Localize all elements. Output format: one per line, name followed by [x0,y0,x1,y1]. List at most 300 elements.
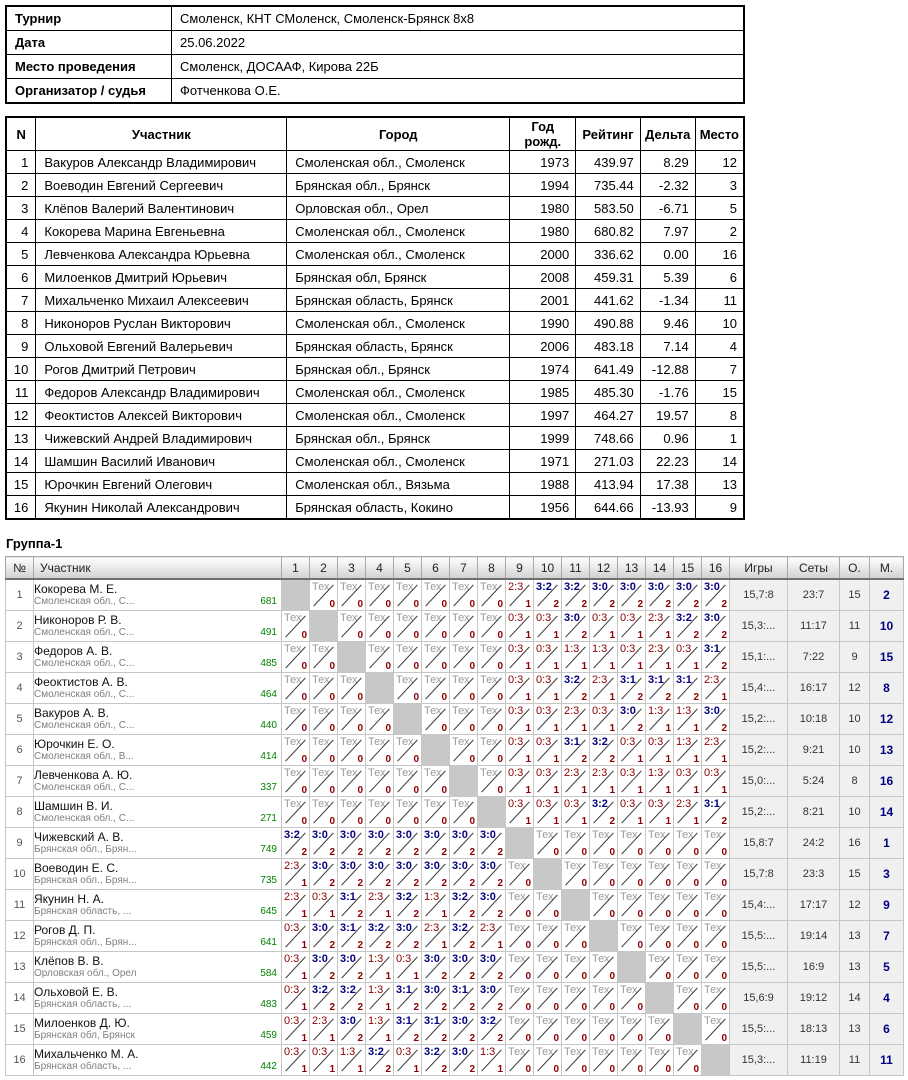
points-earned: 0 [413,754,419,765]
points-earned: 2 [581,692,587,703]
participant-name: Михальченко Михаил Алексеевич [36,289,287,312]
score-cell [450,890,478,921]
points-earned: 1 [329,909,335,920]
score-cell [562,797,590,828]
points-cell: 11 [840,1045,870,1076]
score-cell [366,828,394,859]
score-cell [702,642,730,673]
tech-label: Тех [676,891,694,903]
tech-cell [646,1014,674,1045]
tech-cell [478,673,506,704]
tech-cell [310,579,338,611]
score-value: 3:0 [340,1015,356,1027]
score-cell [674,735,702,766]
row-number: 9 [6,335,36,358]
tech-cell [366,735,394,766]
sets-cell: 18:13 [788,1014,840,1045]
score-cell [366,890,394,921]
participant-name: Левченкова Александра Юрьевна [36,243,287,266]
group-participant-cell [34,642,282,673]
tech-label: Тех [368,581,386,593]
points-earned: 2 [413,940,419,951]
participant-name: Чижевский Андрей Владимирович [36,427,287,450]
score-value: 3:0 [480,953,496,965]
participant-rating: 584 [260,968,277,979]
tech-cell [562,921,590,952]
tech-label: Тех [368,736,386,748]
birth-year: 1997 [510,404,576,427]
points-earned: 2 [497,1033,503,1044]
self-cell [366,673,394,704]
participant-name: Левченкова А. Ю. [34,768,133,782]
points-earned: 0 [693,847,699,858]
score-value: 3:2 [368,1046,384,1058]
tech-cell [506,859,534,890]
score-value: 3:0 [452,829,468,841]
participant-name: Феоктистов Алексей Викторович [36,404,287,427]
tech-label: Тех [312,643,330,655]
tech-cell [590,983,618,1014]
score-value: 0:3 [396,1046,412,1058]
points-earned: 2 [721,723,727,734]
points-earned: 1 [553,816,559,827]
points-earned: 1 [301,940,307,951]
score-value: 1:3 [340,1046,356,1058]
birth-year: 2006 [510,335,576,358]
tech-label: Тех [312,674,330,686]
points-earned: 0 [441,723,447,734]
points-earned: 2 [721,661,727,672]
tech-cell [702,983,730,1014]
points-earned: 0 [385,630,391,641]
score-cell [394,890,422,921]
tech-label: Тех [480,705,498,717]
tech-cell [702,952,730,983]
points-earned: 1 [693,816,699,827]
points-earned: 1 [385,1002,391,1013]
participant-rating: 641 [260,937,277,948]
info-row [6,79,744,104]
tech-cell [618,921,646,952]
tech-cell [394,642,422,673]
tech-label: Тех [396,643,414,655]
score-cell [562,735,590,766]
points-earned: 2 [609,599,615,610]
points-cell: 12 [840,673,870,704]
place-value: 15 [695,381,744,404]
points-earned: 0 [665,1064,671,1075]
points-earned: 0 [413,599,419,610]
points-earned: 2 [357,1033,363,1044]
points-earned: 1 [581,723,587,734]
rating-value: 464.27 [576,404,641,427]
tech-cell [646,1045,674,1076]
place-cell: 7 [870,921,904,952]
score-value: 3:0 [480,891,496,903]
points-earned: 2 [581,599,587,610]
tech-label: Тех [396,612,414,624]
score-value: 1:3 [424,891,440,903]
score-value: 2:3 [284,891,300,903]
score-value: 0:3 [508,736,524,748]
score-cell [506,579,534,611]
score-cell [310,859,338,890]
participant-name: Клёпов В. В. [34,954,104,968]
score-value: 3:0 [424,829,440,841]
tech-cell [534,828,562,859]
points-earned: 2 [637,599,643,610]
points-earned: 2 [637,692,643,703]
score-value: 3:0 [648,581,664,593]
participant-subline [34,875,281,887]
tech-label: Тех [424,705,442,717]
score-cell [674,797,702,828]
points-earned: 0 [553,909,559,920]
participant-city: Орловская обл., Орел [287,197,510,220]
score-value: 2:3 [592,674,608,686]
points-earned: 0 [497,630,503,641]
score-cell [618,673,646,704]
points-earned: 2 [385,940,391,951]
points-earned: 0 [497,661,503,672]
points-earned: 0 [637,878,643,889]
participant-name: Михальченко М. А. [34,1047,139,1061]
points-earned: 1 [581,661,587,672]
points-earned: 1 [441,940,447,951]
group-participant-cell [34,766,282,797]
points-cell: 13 [840,952,870,983]
points-earned: 0 [301,661,307,672]
participant-region: Смоленская обл., С... [34,720,135,731]
sets-cell: 9:21 [788,735,840,766]
tech-label: Тех [368,643,386,655]
tech-label: Тех [536,891,554,903]
points-earned: 0 [553,940,559,951]
score-value: 0:3 [648,736,664,748]
participant-name: Воеводин Евгений Сергеевич [36,174,287,197]
score-value: 3:1 [704,798,720,810]
score-value: 2:3 [648,643,664,655]
points-earned: 0 [693,1002,699,1013]
points-earned: 0 [497,785,503,796]
score-cell [450,952,478,983]
score-cell [338,828,366,859]
tech-cell [422,766,450,797]
score-value: 3:0 [396,829,412,841]
points-cell: 14 [840,983,870,1014]
points-cell: 13 [840,1014,870,1045]
row-number: 11 [6,381,36,404]
points-earned: 0 [385,816,391,827]
sets-cell: 24:2 [788,828,840,859]
self-cell [674,1014,702,1045]
score-cell [394,983,422,1014]
points-earned: 0 [721,847,727,858]
tech-cell [338,579,366,611]
group-row [6,673,904,704]
tech-label: Тех [284,674,302,686]
rating-value: 485.30 [576,381,641,404]
tech-cell [562,859,590,890]
score-cell [366,859,394,890]
points-earned: 0 [413,692,419,703]
points-earned: 2 [357,847,363,858]
score-value: 3:0 [704,705,720,717]
sets-cell: 17:17 [788,890,840,921]
score-value: 3:1 [452,984,468,996]
points-earned: 0 [525,1033,531,1044]
score-cell [646,704,674,735]
score-value: 3:0 [592,581,608,593]
birth-year: 1994 [510,174,576,197]
place-value: 4 [695,335,744,358]
participant-region: Брянская область, ... [34,1061,132,1072]
sets-cell: 11:17 [788,611,840,642]
points-earned: 0 [581,1033,587,1044]
tech-label: Тех [704,891,722,903]
points-earned: 0 [329,723,335,734]
score-value: 1:3 [564,643,580,655]
tech-cell [702,890,730,921]
score-cell [478,1014,506,1045]
tech-label: Тех [284,736,302,748]
tech-label: Тех [620,829,638,841]
tech-cell [422,797,450,828]
tech-cell [366,704,394,735]
points-earned: 1 [609,661,615,672]
tech-label: Тех [452,581,470,593]
tech-label: Тех [620,891,638,903]
score-cell [534,611,562,642]
tech-label: Тех [340,705,358,717]
points-earned: 1 [553,692,559,703]
participant-name: Ольховой Е. В. [34,985,118,999]
score-cell [450,921,478,952]
info-row [6,55,744,79]
points-earned: 2 [693,692,699,703]
birth-year: 2008 [510,266,576,289]
points-earned: 2 [441,1033,447,1044]
info-value: Смоленск, КНТ СМоленск, Смоленск-Брянск 8х8 [172,6,745,31]
points-earned: 2 [469,940,475,951]
score-cell [394,828,422,859]
points-earned: 1 [553,723,559,734]
tech-cell [338,766,366,797]
delta-value: -1.34 [640,289,695,312]
score-value: 3:0 [424,984,440,996]
sets-cell: 19:12 [788,983,840,1014]
points-earned: 0 [581,847,587,858]
score-cell [450,1045,478,1076]
points-earned: 0 [413,816,419,827]
birth-year: 1971 [510,450,576,473]
participant-name: Вакуров Александр Владимирович [36,151,287,174]
tech-label: Тех [648,1015,666,1027]
points-earned: 0 [721,878,727,889]
points-earned: 0 [469,816,475,827]
score-value: 1:3 [368,1015,384,1027]
score-cell [646,673,674,704]
tech-cell [338,704,366,735]
points-earned: 2 [441,878,447,889]
score-cell [618,611,646,642]
points-earned: 1 [637,754,643,765]
tech-label: Тех [648,922,666,934]
tech-label: Тех [424,767,442,779]
score-value: 0:3 [312,1046,328,1058]
points-earned: 2 [665,599,671,610]
score-value: 0:3 [592,705,608,717]
rating-value: 748.66 [576,427,641,450]
tech-label: Тех [648,891,666,903]
row-number: 4 [6,673,34,704]
score-cell [506,766,534,797]
points-earned: 2 [469,1002,475,1013]
tech-label: Тех [704,1015,722,1027]
points-earned: 0 [609,847,615,858]
col-header-opponent: 15 [674,557,702,580]
tech-label: Тех [536,829,554,841]
rating-value: 439.97 [576,151,641,174]
score-value: 2:3 [676,798,692,810]
score-cell [590,611,618,642]
participant-row [6,496,744,520]
points-earned: 0 [357,692,363,703]
points-earned: 1 [553,754,559,765]
participant-subline [34,906,281,918]
score-cell [338,1014,366,1045]
points-earned: 0 [385,723,391,734]
score-cell [282,890,310,921]
score-cell [590,579,618,611]
points-earned: 2 [581,630,587,641]
participant-subline [34,658,281,670]
points-earned: 0 [693,1064,699,1075]
score-value: 3:1 [396,1015,412,1027]
score-value: 3:0 [620,581,636,593]
tech-label: Тех [704,953,722,965]
score-cell [674,611,702,642]
delta-value: 7.97 [640,220,695,243]
points-earned: 0 [301,754,307,765]
score-cell [478,952,506,983]
points-earned: 0 [357,630,363,641]
points-earned: 1 [329,1064,335,1075]
points-earned: 0 [301,630,307,641]
score-value: 0:3 [536,643,552,655]
points-earned: 0 [357,754,363,765]
points-earned: 0 [469,630,475,641]
score-cell [366,952,394,983]
score-cell [450,983,478,1014]
points-earned: 2 [413,878,419,889]
score-value: 0:3 [508,767,524,779]
points-earned: 0 [525,909,531,920]
score-cell [422,1014,450,1045]
score-cell [282,921,310,952]
tech-cell [562,1014,590,1045]
tech-cell [674,1045,702,1076]
tech-cell [282,673,310,704]
tech-cell [702,921,730,952]
place-cell: 10 [870,611,904,642]
points-earned: 0 [609,878,615,889]
participant-rating: 735 [260,875,277,886]
col-header-sets: Сеты [788,557,840,580]
participant-city: Брянская обл., Брянск [287,358,510,381]
points-cell: 10 [840,735,870,766]
score-value: 0:3 [508,612,524,624]
score-value: 0:3 [284,1015,300,1027]
row-number: 12 [6,921,34,952]
tech-label: Тех [396,736,414,748]
participant-region: Брянская область, ... [34,999,132,1010]
tech-label: Тех [564,1015,582,1027]
row-number: 5 [6,243,36,266]
col-header-opponent: 7 [450,557,478,580]
tech-cell [702,859,730,890]
participant-city: Смоленская обл., Смоленск [287,243,510,266]
group-participant-cell [34,890,282,921]
points-earned: 2 [357,878,363,889]
tech-cell [450,611,478,642]
points-earned: 0 [525,1064,531,1075]
group-participant-cell [34,735,282,766]
info-label: Турнир [6,6,172,31]
score-value: 3:0 [452,1046,468,1058]
points-earned: 1 [553,785,559,796]
tech-label: Тех [424,798,442,810]
sets-cell: 16:9 [788,952,840,983]
rating-value: 641.49 [576,358,641,381]
tech-label: Тех [368,705,386,717]
delta-value: 22.23 [640,450,695,473]
score-cell [506,704,534,735]
score-value: 0:3 [284,1046,300,1058]
points-earned: 0 [413,630,419,641]
points-earned: 0 [665,847,671,858]
games-cell: 15,7:8 [730,579,788,611]
games-cell: 15,5:... [730,921,788,952]
points-earned: 0 [441,692,447,703]
tech-cell [338,735,366,766]
score-cell [506,642,534,673]
score-cell [646,611,674,642]
tech-label: Тех [592,984,610,996]
tech-label: Тех [312,798,330,810]
row-number: 6 [6,735,34,766]
tech-label: Тех [396,767,414,779]
games-cell: 15,2:... [730,735,788,766]
participant-subline [34,1061,281,1073]
place-cell: 2 [870,579,904,611]
participant-subline [34,999,281,1011]
birth-year: 1980 [510,197,576,220]
tech-cell [590,859,618,890]
score-cell [506,673,534,704]
games-cell: 15,4:... [730,673,788,704]
score-value: 3:0 [340,953,356,965]
delta-value: -1.76 [640,381,695,404]
points-earned: 2 [357,909,363,920]
rating-value: 644.66 [576,496,641,520]
participant-row [6,220,744,243]
points-earned: 0 [385,599,391,610]
score-value: 3:2 [452,891,468,903]
participant-city: Смоленская обл., Смоленск [287,450,510,473]
points-earned: 0 [441,599,447,610]
self-cell [590,921,618,952]
